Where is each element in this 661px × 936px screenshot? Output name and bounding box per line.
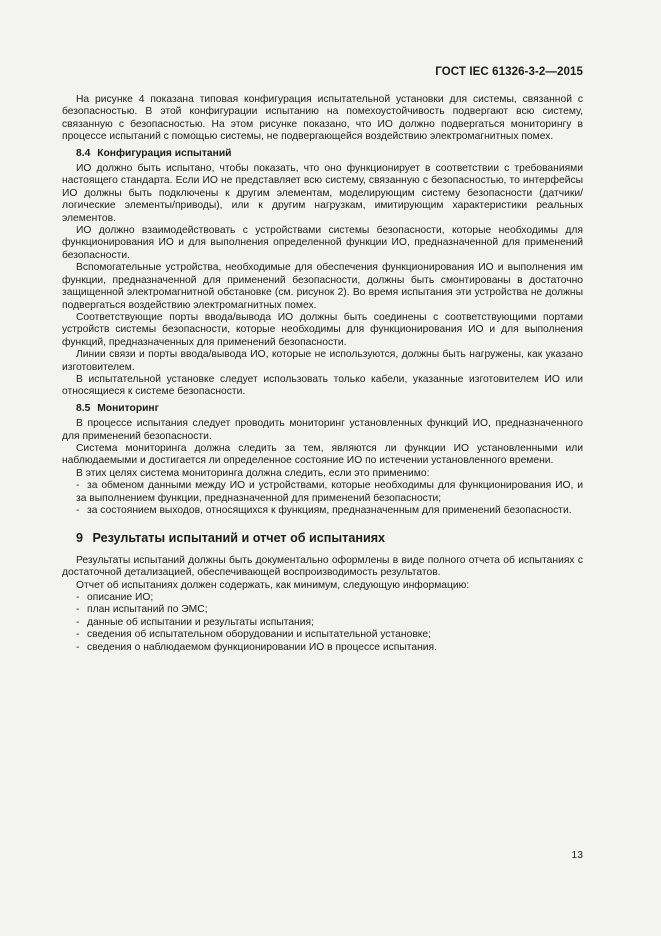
paragraph: В этих целях система мониторинга должна следить, если это применимо:: [76, 467, 430, 479]
paragraph: Соответствующие порты ввода/вывода ИО должны быть соединены с соответствующими портами устройств системы безопасности, которые необходимы для функционирования ИО и для выполнения функций, предназначенных для применений безопасности.: [62, 311, 583, 348]
list-item: - описание ИО;: [76, 592, 154, 604]
list-item: - сведения о наблюдаемом функционировании ИО в процессе испытания.: [76, 641, 437, 653]
section-title: Результаты испытаний и отчет об испытаниях: [92, 531, 386, 546]
paragraph: Результаты испытаний должны быть документально оформлены в виде полного отчета об испытаниях с достаточной детализацией, обеспечивающей воспроизводимость результатов.: [62, 554, 583, 579]
section-number: 8.4: [76, 147, 91, 159]
list-item: - сведения об испытательном оборудовании и испытательной установке;: [76, 629, 431, 641]
list-item: - план испытаний по ЭМС;: [76, 604, 208, 616]
list-item: - за обменом данными между ИО и устройствами, которые необходимы для функционирования ИО, и за выполнением функции, предназначенной для применений безопасности;: [76, 480, 583, 504]
section-number: 9: [76, 531, 84, 546]
page-content: [62, 94, 583, 654]
page-number: 13: [571, 850, 583, 861]
section-title: Конфигурация испытаний: [97, 147, 232, 159]
paragraph: В испытательной установке следует использовать только кабели, указанные изготовителем ИО или относящиеся к системе безопасности.: [62, 373, 583, 398]
paragraph: Отчет об испытаниях должен содержать, как минимум, следующую информацию:: [76, 579, 470, 591]
section-heading-8-4: [62, 148, 583, 160]
paragraph: В процессе испытания следует проводить мониторинг установленных функций ИО, предназначенного для применений безопасности.: [62, 418, 583, 442]
section-heading-8-5: [62, 403, 583, 415]
list-item: - данные об испытании и результаты испытания;: [76, 616, 314, 628]
paragraph: ИО должно быть испытано, чтобы показать, что оно функционирует в соответствии с требованиями настоящего стандарта. Если ИО не представляет всю систему, связанную с безопасностью, то интерфейсы ИО должны быть подключены к другим элементам, моделирующим систему безопасности (датчики/логические элементы/приводы), или к другим нагрузкам, имитирующим характеристики реальных элементов.: [62, 163, 583, 224]
paragraph: На рисунке 4 показана типовая конфигурация испытательной установки для системы, связанной с безопасностью. В этой конфигурации испытанию на помехоустойчивость подвергают всю систему, связанную с безопасностью. На этом рисунке показано, что ИО должно подвергаться мониторингу в процессе испытаний с помощью системы, не подвергающейся воздействию электромагнитных помех.: [62, 94, 583, 143]
paragraph: Система мониторинга должна следить за тем, являются ли функции ИО установленными или наблюдаемыми и достигается ли определенное состояние ИО по истечении установленного времени.: [62, 442, 583, 467]
section-heading-9: [62, 532, 583, 544]
standard-designation: ГОСТ IEC 61326-3-2—2015: [435, 66, 583, 78]
list-item: - за состоянием выходов, относящихся к функциям, предназначенным для применений безопасности.: [76, 505, 572, 516]
paragraph: Линии связи и порты ввода/вывода ИО, которые не используются, должны быть нагружены, как указано изготовителем.: [62, 349, 583, 373]
section-number: 8.5: [76, 402, 91, 414]
section-title: Мониторинг: [97, 402, 159, 414]
paragraph: ИО должно взаимодействовать с устройствами системы безопасности, которые необходимы для функционирования ИО и для выполнения определенной функции ИО, предназначенной для применений безопасности.: [62, 225, 583, 261]
paragraph: Вспомогательные устройства, необходимые для обеспечения функционирования ИО и выполнения им функции, предназначенной для применений безопасности, должны быть смонтированы в достаточно защищенной электромагнитной обстановке (см. рисунок 2). Во время испытания эти устройства не должны подвергаться воздействию электромагнитных помех.: [62, 262, 583, 311]
